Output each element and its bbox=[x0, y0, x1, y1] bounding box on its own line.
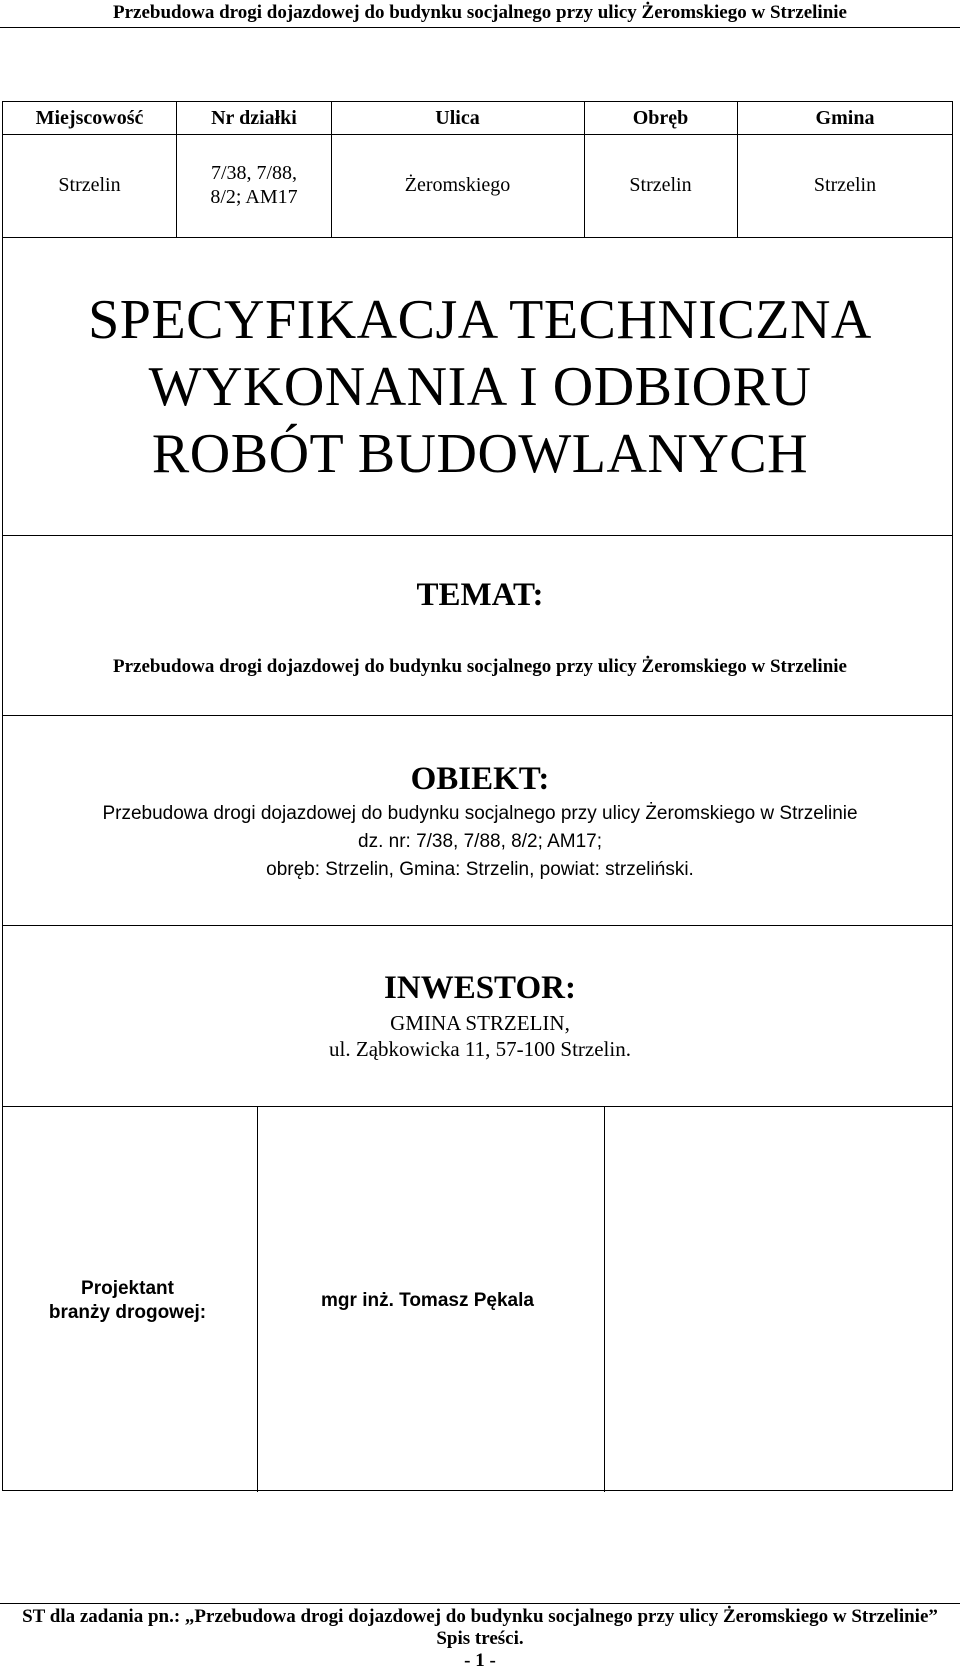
page-number: - 1 - bbox=[464, 1650, 496, 1671]
obiekt-line-2: dz. nr: 7/38, 7/88, 8/2; AM17; bbox=[358, 831, 602, 852]
obiekt-section-divider bbox=[3, 925, 952, 926]
designer-label-line-1: Projektant bbox=[81, 1278, 174, 1299]
title-line-3: ROBÓT BUDOWLANYCH bbox=[151, 423, 809, 485]
footer-rule bbox=[0, 1603, 960, 1604]
table-cell-ulica: Żeromskiego bbox=[404, 174, 511, 196]
nr-dzialki-line-2: 8/2; AM17 bbox=[210, 186, 298, 208]
table-header-nr-dzialki: Nr działki bbox=[211, 106, 297, 129]
document-title bbox=[0, 287, 960, 488]
page-footer bbox=[0, 1606, 960, 1672]
nr-dzialki-line-1: 7/38, 7/88, bbox=[210, 162, 298, 184]
table-bottom-divider bbox=[3, 237, 952, 238]
inwestor-label: INWESTOR: bbox=[384, 970, 576, 1006]
table-cell-miejscowosc: Strzelin bbox=[58, 174, 121, 196]
inwestor-address bbox=[0, 1010, 960, 1062]
obiekt-line-3: obręb: Strzelin, Gmina: Strzelin, powiat: strzeliński. bbox=[266, 859, 694, 880]
title-line-2: WYKONANIA I ODBIORU bbox=[148, 356, 812, 418]
table-cell-nr-dzialki bbox=[177, 134, 331, 236]
table-header-ulica: Ulica bbox=[435, 106, 480, 129]
table-cell-obreb: Strzelin bbox=[629, 174, 692, 196]
designer-label bbox=[0, 1277, 255, 1325]
designer-label-line-2: branży drogowej: bbox=[48, 1302, 207, 1323]
designer-name: mgr inż. Tomasz Pękala bbox=[321, 1290, 534, 1311]
footer-line-2: Spis treści. bbox=[436, 1628, 524, 1649]
table-header-obreb: Obręb bbox=[632, 106, 689, 129]
title-line-1: SPECYFIKACJA TECHNICZNA bbox=[88, 289, 872, 351]
temat-section-divider bbox=[3, 715, 952, 716]
inwestor-line-2: ul. Ząbkowicka 11, 57-100 Strzelin. bbox=[329, 1037, 631, 1061]
inwestor-section-divider bbox=[3, 1106, 952, 1107]
inwestor-line-1: GMINA STRZELIN, bbox=[390, 1011, 570, 1035]
footer-line-1: ST dla zadania pn.: „Przebudowa drogi dojazdowej do budynku socjalnego przy ulicy Żeromskiego w Strzelinie” bbox=[22, 1606, 938, 1627]
obiekt-description bbox=[0, 800, 960, 884]
title-section-divider bbox=[3, 535, 952, 536]
temat-text: Przebudowa drogi dojazdowej do budynku socjalnego przy ulicy Żeromskiego w Strzelinie bbox=[113, 656, 847, 677]
running-header: Przebudowa drogi dojazdowej do budynku socjalnego przy ulicy Żeromskiego w Strzelinie bbox=[113, 2, 847, 23]
temat-label: TEMAT: bbox=[416, 577, 544, 613]
table-cell-gmina: Strzelin bbox=[813, 174, 877, 196]
header-rule bbox=[0, 27, 960, 28]
obiekt-label: OBIEKT: bbox=[410, 761, 550, 797]
table-header-gmina: Gmina bbox=[815, 106, 875, 129]
obiekt-line-1: Przebudowa drogi dojazdowej do budynku socjalnego przy ulicy Żeromskiego w Strzelinie bbox=[102, 803, 858, 824]
table-header-miejscowosc: Miejscowość bbox=[35, 106, 144, 129]
designer-col-divider-2 bbox=[604, 1106, 605, 1492]
